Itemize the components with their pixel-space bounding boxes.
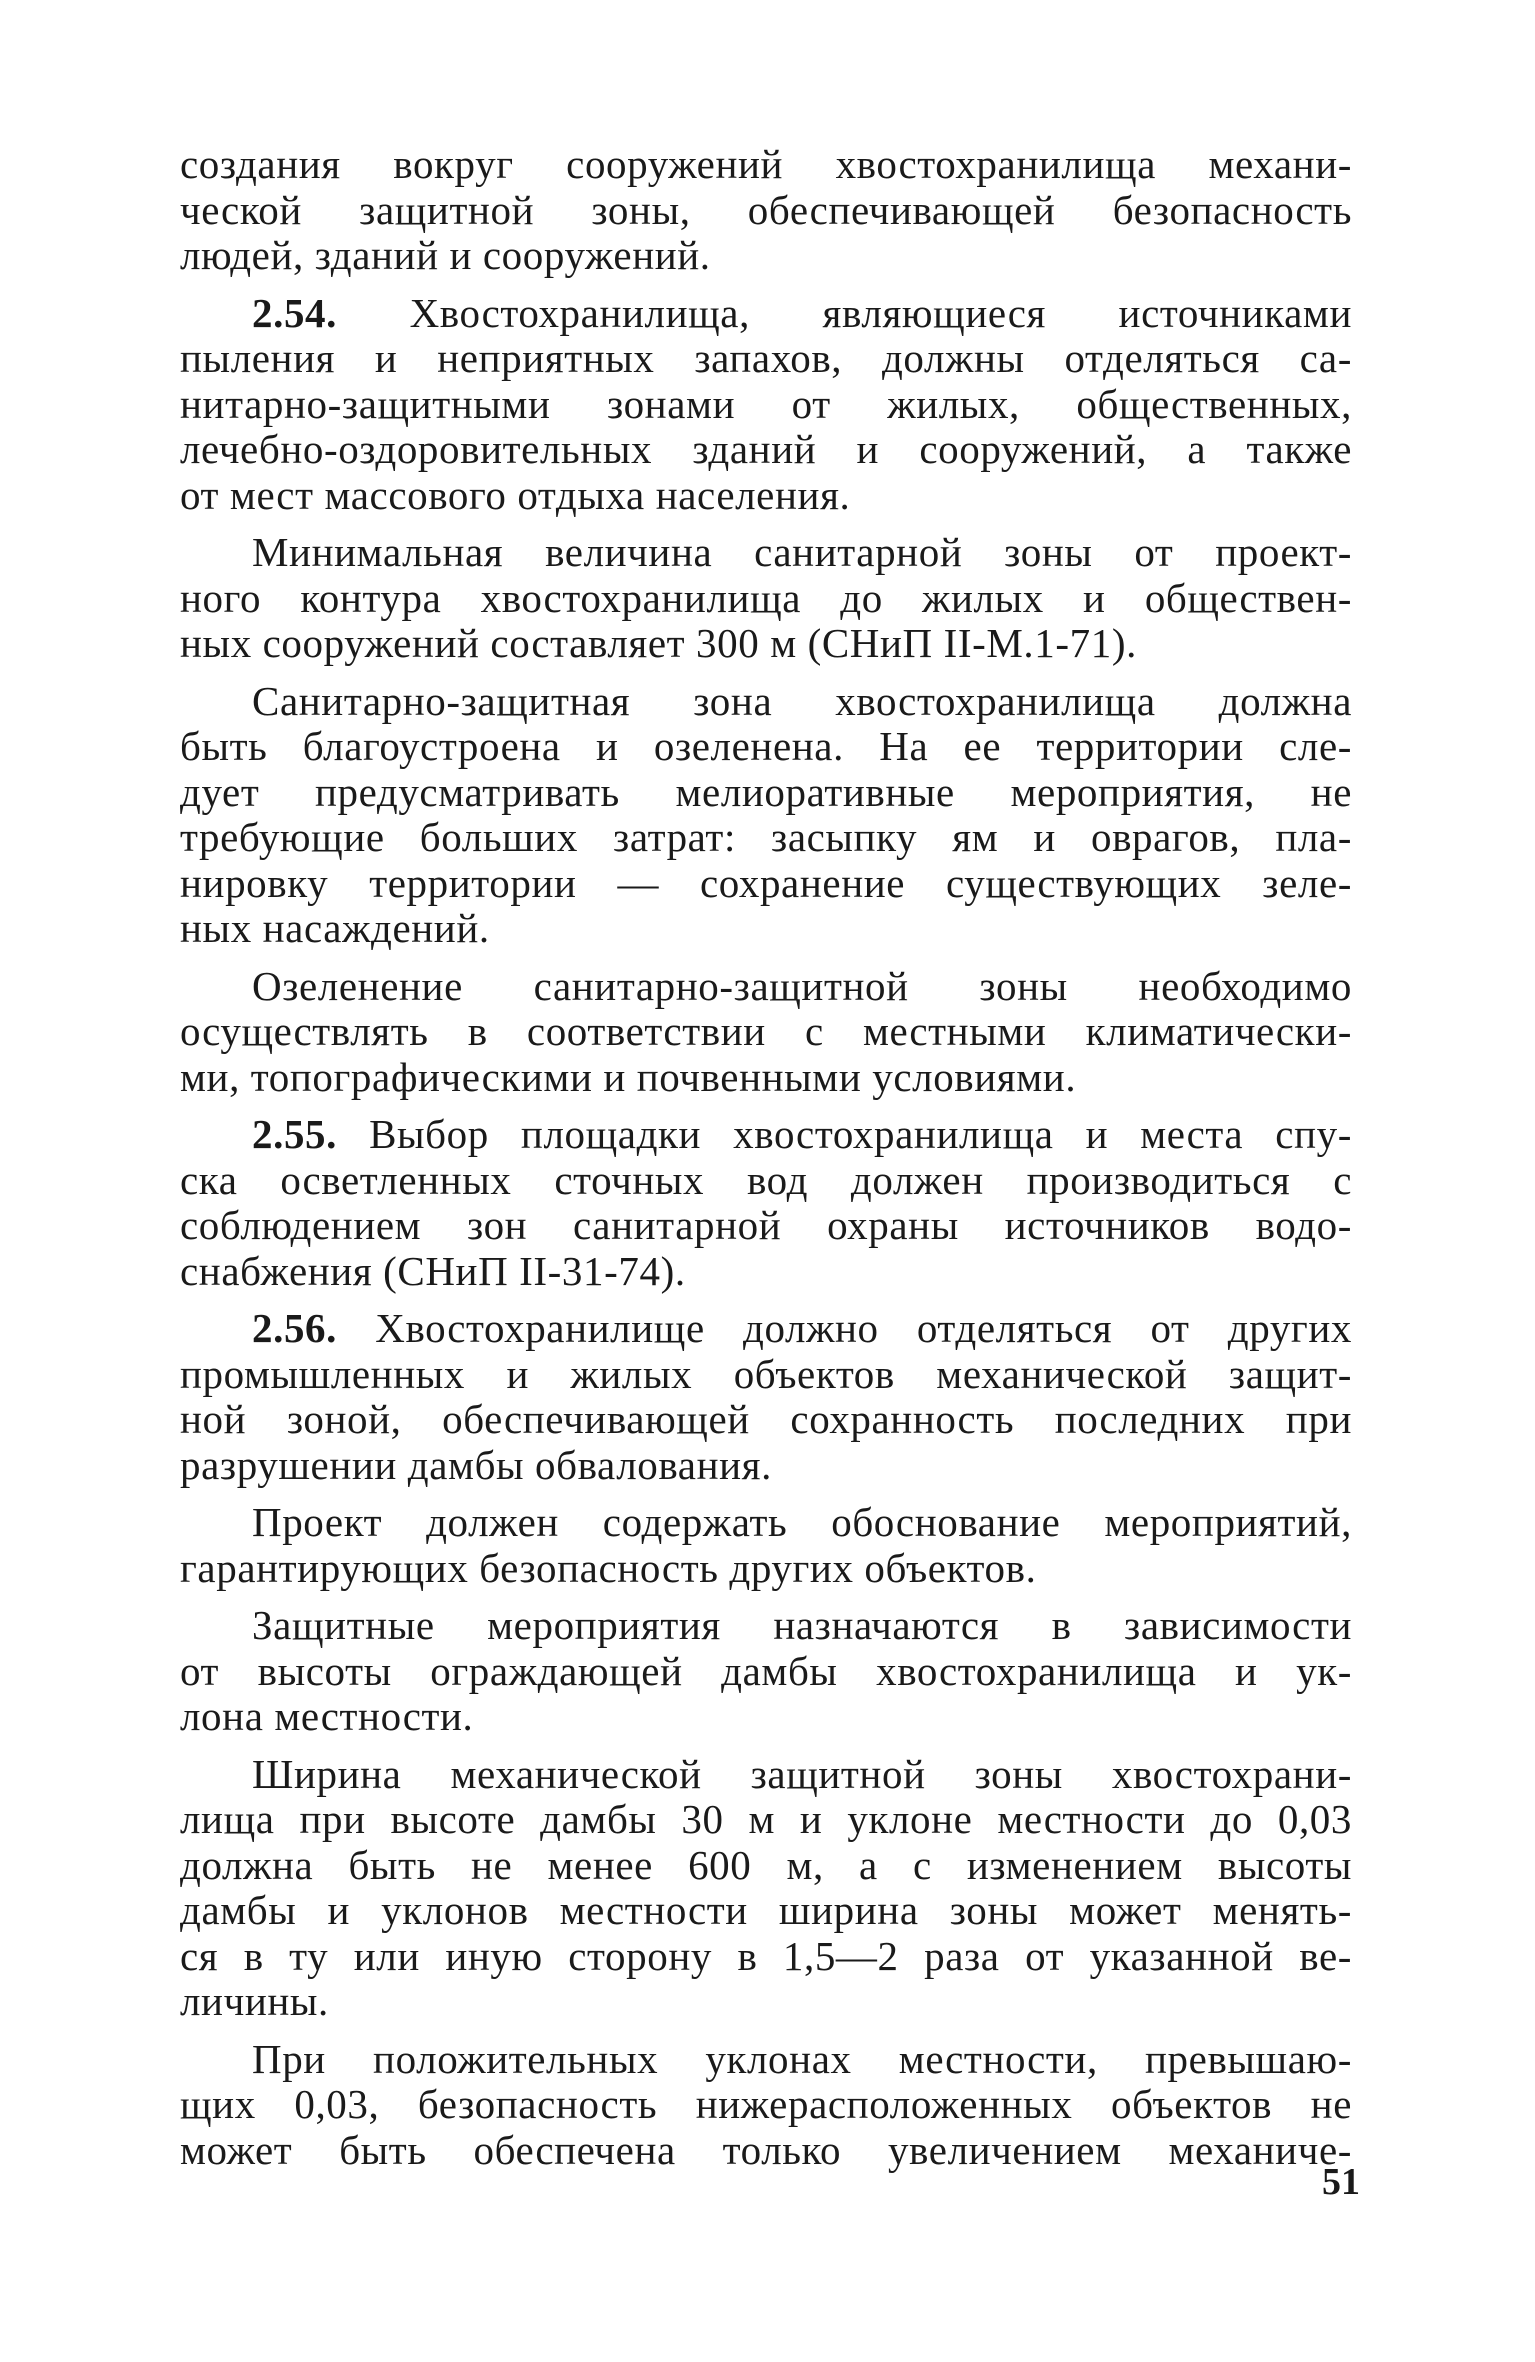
text-line: 2.56. Хвостохранилище должно отделяться от других bbox=[252, 1305, 1352, 1351]
text-line: Проект должен содержать обоснование мероприятий, bbox=[252, 1499, 1352, 1545]
text-line: ческой защитной зоны, обеспечивающей безопасность bbox=[180, 186, 1352, 233]
text-line: ска осветленных сточных вод должен производиться с bbox=[180, 1156, 1352, 1203]
text-line: Минимальная величина санитарной зоны от проект- bbox=[252, 529, 1352, 575]
paragraph bbox=[180, 530, 1352, 667]
page-number: 51 bbox=[1322, 2161, 1360, 2203]
paragraph bbox=[180, 964, 1352, 1101]
paragraph bbox=[180, 1500, 1352, 1591]
text-line: от высоты ограждающей дамбы хвостохранилища и ук- bbox=[180, 1647, 1352, 1694]
text-line: Защитные мероприятия назначаются в зависимости bbox=[252, 1602, 1352, 1648]
text-line: ных насаждений. bbox=[180, 905, 490, 951]
text-line: создания вокруг сооружений хвостохранилища механи- bbox=[180, 141, 1352, 187]
text-line: ной зоной, обеспечивающей сохранность последних при bbox=[180, 1396, 1352, 1442]
clause-number: 2.54. bbox=[252, 289, 337, 336]
text-line: ми, топографическими и почвенными условиями. bbox=[180, 1053, 1077, 1100]
paragraph bbox=[180, 1603, 1352, 1740]
text-line: 2.54. Хвостохранилища, являющиеся источниками bbox=[252, 289, 1352, 336]
text-line: снабжения (СНиП II-31-74). bbox=[180, 1247, 686, 1294]
paragraph-2-56 bbox=[180, 1306, 1352, 1488]
text-line: Ширина механической защитной зоны хвостохрани- bbox=[252, 1750, 1352, 1797]
text-line: от мест массового отдыха населения. bbox=[180, 471, 851, 518]
text-line: щих 0,03, безопасность нижерасположенных объектов не bbox=[180, 2081, 1352, 2127]
clause-number: 2.56. bbox=[252, 1305, 337, 1351]
text-line: нитарно-защитными зонами от жилых, общественных, bbox=[180, 380, 1352, 427]
text-line: осуществлять в соответствии с местными климатически- bbox=[180, 1008, 1352, 1054]
text-line: лища при высоте дамбы 30 м и уклоне местности до 0,03 bbox=[180, 1796, 1352, 1842]
text-line: ных сооружений составляет 300 м (СНиП II-М.1-71). bbox=[180, 620, 1137, 666]
text-line: требующие больших затрат: засыпку ям и оврагов, пла- bbox=[180, 814, 1352, 860]
paragraph bbox=[180, 2037, 1352, 2174]
paragraph-2-55 bbox=[180, 1112, 1352, 1294]
text-line: нировку территории — сохранение существующих зеле- bbox=[180, 859, 1352, 906]
text-line: дамбы и уклонов местности ширина зоны может менять- bbox=[180, 1887, 1352, 1933]
text-line: При положительных уклонах местности, превышаю- bbox=[252, 2035, 1352, 2082]
text-line: людей, зданий и сооружений. bbox=[180, 232, 711, 278]
text-line: лона местности. bbox=[180, 1693, 474, 1739]
text-line: ного контура хвостохранилища до жилых и обществен- bbox=[180, 574, 1352, 621]
text-line: промышленных и жилых объектов механической защит- bbox=[180, 1350, 1352, 1397]
paragraph bbox=[180, 142, 1352, 279]
text-line: может быть обеспечена только увеличением механиче- bbox=[180, 2126, 1352, 2173]
text-line: быть благоустроена и озеленена. На ее территории сле- bbox=[180, 723, 1352, 769]
text-line: личины. bbox=[180, 1978, 329, 2024]
text-line: лечебно-оздоровительных зданий и сооружений, а также bbox=[180, 426, 1352, 472]
paragraph bbox=[180, 679, 1352, 952]
text-line: ся в ту или иную сторону в 1,5—2 раза от указанной ве- bbox=[180, 1932, 1352, 1979]
text-line: гарантирующих безопасность других объектов. bbox=[180, 1544, 1037, 1591]
text-line: 2.55. Выбор площадки хвостохранилища и места спу- bbox=[252, 1111, 1352, 1157]
text-line: дует предусматривать мелиоративные мероприятия, не bbox=[180, 768, 1352, 815]
text-line: разрушении дамбы обвалования. bbox=[180, 1441, 772, 1488]
text-line: пыления и неприятных запахов, должны отделяться са- bbox=[180, 335, 1352, 381]
clause-number: 2.55. bbox=[252, 1111, 337, 1157]
text-line: должна быть не менее 600 м, а с изменением высоты bbox=[180, 1841, 1352, 1888]
text-line: соблюдением зон санитарной охраны источников водо- bbox=[180, 1202, 1352, 1248]
paragraph bbox=[180, 1752, 1352, 2025]
text-line: Озеленение санитарно-защитной зоны необходимо bbox=[252, 962, 1352, 1009]
text-line: Санитарно-защитная зона хвостохранилища должна bbox=[252, 677, 1352, 724]
document-body bbox=[180, 142, 1352, 2173]
paragraph-2-54 bbox=[180, 291, 1352, 519]
